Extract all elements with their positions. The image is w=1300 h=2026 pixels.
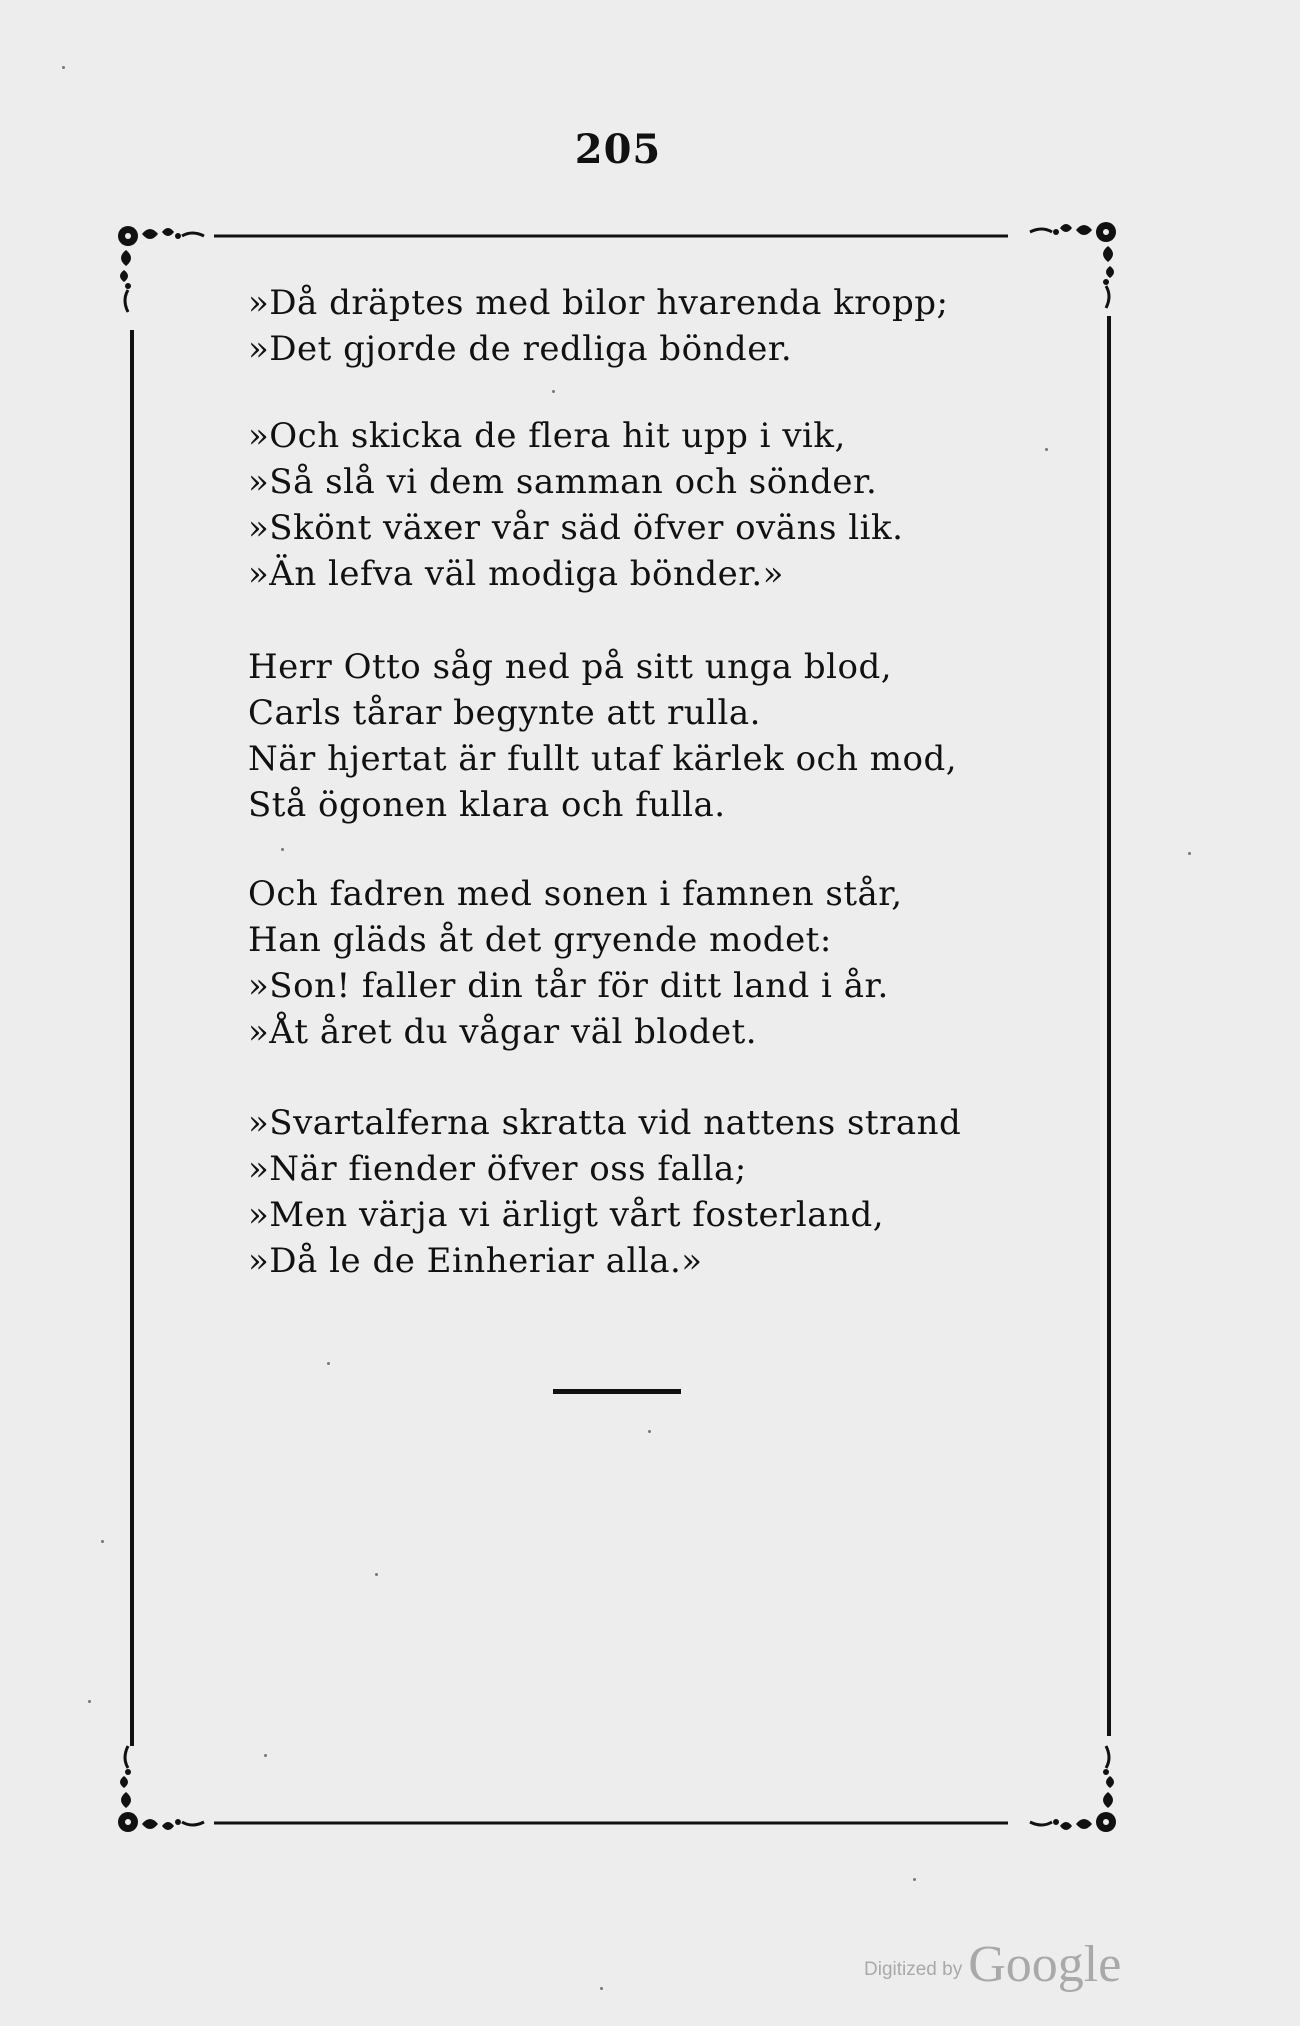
verse-line: »Son! faller din tår för ditt land i år.: [248, 966, 889, 1006]
scan-speck: [101, 1540, 104, 1543]
scan-speck: [264, 1754, 267, 1757]
scan-speck: [62, 66, 65, 69]
verse-line: »Det gjorde de redliga bönder.: [248, 329, 793, 369]
floral-corner-icon: [1030, 222, 1116, 308]
verse-line: »Då dräptes med bilor hvarenda kropp;: [248, 283, 949, 323]
closing-rule: [553, 1389, 681, 1394]
scan-speck: [327, 1362, 330, 1365]
verse-line: »Skönt växer vår säd öfver oväns lik.: [248, 508, 904, 548]
verse-line: Stå ögonen klara och fulla.: [248, 785, 726, 825]
verse-line: »Då le de Einheriar alla.»: [248, 1241, 703, 1281]
digitized-by-watermark: [864, 1935, 1121, 1994]
watermark-prefix: Digitized by: [864, 1959, 963, 1980]
stanza: [248, 280, 968, 372]
verse-line: Carls tårar begynte att rulla.: [248, 693, 761, 733]
verse-line: »När fiender öfver oss falla;: [248, 1149, 747, 1189]
stanza: [248, 1100, 968, 1284]
scan-speck: [913, 1878, 916, 1881]
scan-speck: [88, 1700, 91, 1703]
stanza: [248, 871, 968, 1055]
scan-speck: [1045, 448, 1048, 451]
verse-line: Herr Otto såg ned på sitt unga blod,: [248, 647, 893, 687]
scan-speck: [552, 390, 555, 393]
scan-speck: [375, 1573, 378, 1576]
scan-speck: [600, 1987, 603, 1990]
verse-line: »Men värja vi ärligt vårt fosterland,: [248, 1195, 885, 1235]
stanza: [248, 644, 968, 828]
verse-line: »Än lefva väl modiga bönder.»: [248, 554, 784, 594]
google-logo: Google: [968, 1936, 1122, 1993]
scan-speck: [281, 848, 284, 851]
scan-speck: [648, 1430, 651, 1433]
page-number: 205: [574, 126, 662, 173]
scan-speck: [1188, 852, 1191, 855]
verse-line: »Åt året du vågar väl blodet.: [248, 1012, 758, 1052]
floral-corner-icon: [1030, 1746, 1116, 1832]
verse-line: När hjertat är fullt utaf kärlek och mod,: [248, 739, 958, 779]
stanza: [248, 413, 968, 597]
verse-line: Och fadren med sonen i famnen står,: [248, 874, 903, 914]
verse-line: »Så slå vi dem samman och sönder.: [248, 462, 878, 502]
verse-line: »Och skicka de flera hit upp i vik,: [248, 416, 846, 456]
verse-line: »Svartalferna skratta vid nattens strand: [248, 1103, 962, 1143]
verse-line: Han gläds åt det gryende modet:: [248, 920, 832, 960]
floral-corner-icon: [118, 1746, 204, 1832]
floral-corner-icon: [118, 226, 204, 312]
